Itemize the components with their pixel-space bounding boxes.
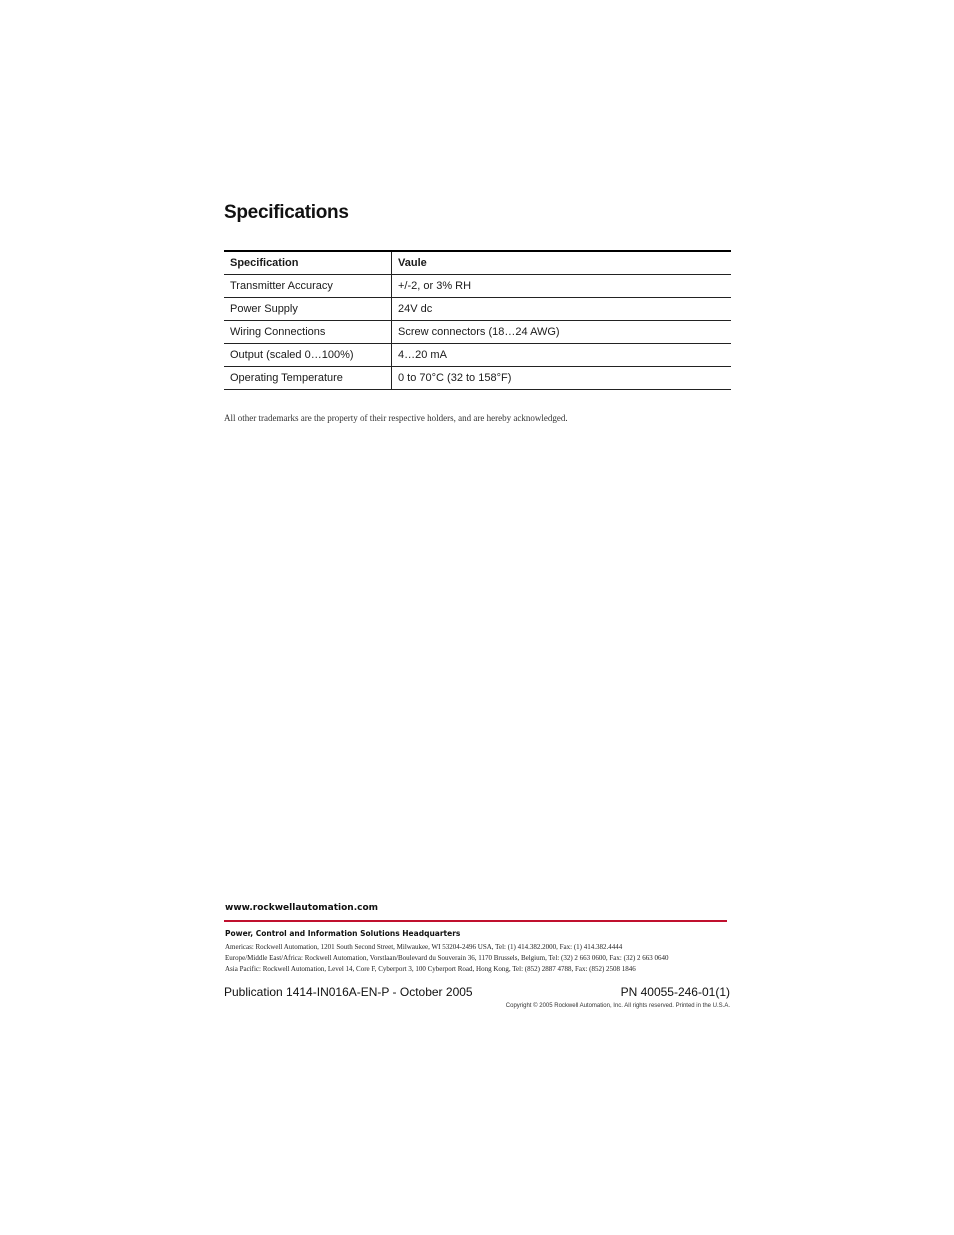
- part-number: PN 40055-246-01(1): [620, 985, 730, 999]
- address-americas: Americas: Rockwell Automation, 1201 South Second Street, Milwaukee, WI 53204-2496 USA, Tel: (1) 414.382.2000, Fax: (1) 414.382.4444: [225, 943, 623, 951]
- spec-name: Power Supply: [224, 298, 392, 321]
- website-link[interactable]: www.rockwellautomation.com: [225, 903, 379, 913]
- table-row: [224, 344, 731, 367]
- spec-value: 4…20 mA: [392, 344, 732, 367]
- specifications-table: [224, 250, 731, 390]
- table-row: [224, 321, 731, 344]
- trademark-note: All other trademarks are the property of their respective holders, and are hereby acknowledged.: [224, 413, 568, 423]
- copyright-notice: Copyright © 2005 Rockwell Automation, Inc. All rights reserved. Printed in the U.S.A.: [505, 1003, 730, 1009]
- page-title: Specifications: [224, 202, 349, 223]
- spec-name: Transmitter Accuracy: [224, 275, 392, 298]
- header-specification: Specification: [224, 251, 392, 275]
- spec-value: 24V dc: [392, 298, 732, 321]
- header-value: Vaule: [392, 251, 732, 275]
- table-row: [224, 275, 731, 298]
- spec-name: Operating Temperature: [224, 367, 392, 390]
- spec-name: Wiring Connections: [224, 321, 392, 344]
- spec-name: Output (scaled 0…100%): [224, 344, 392, 367]
- spec-value: +/-2, or 3% RH: [392, 275, 732, 298]
- spec-value: Screw connectors (18…24 AWG): [392, 321, 732, 344]
- table-row: [224, 367, 731, 390]
- spec-value: 0 to 70°C (32 to 158°F): [392, 367, 732, 390]
- address-emea: Europe/Middle East/Africa: Rockwell Automation, Vorstlaan/Boulevard du Souverain 36, 1170 Brussels, Belgium, Tel: (32) 2 663 0600, Fax: (32) 2 663 0640: [225, 954, 669, 962]
- headquarters-heading: Power, Control and Information Solutions Headquarters: [225, 929, 461, 938]
- table-header-row: [224, 251, 731, 275]
- publication-number: Publication 1414-IN016A-EN-P - October 2005: [224, 985, 473, 999]
- footer-divider: [224, 920, 727, 922]
- table-row: [224, 298, 731, 321]
- address-asia-pacific: Asia Pacific: Rockwell Automation, Level 14, Core F, Cyberport 3, 100 Cyberport Road, Hong Kong, Tel: (852) 2887 4788, Fax: (852) 2508 1846: [225, 965, 636, 973]
